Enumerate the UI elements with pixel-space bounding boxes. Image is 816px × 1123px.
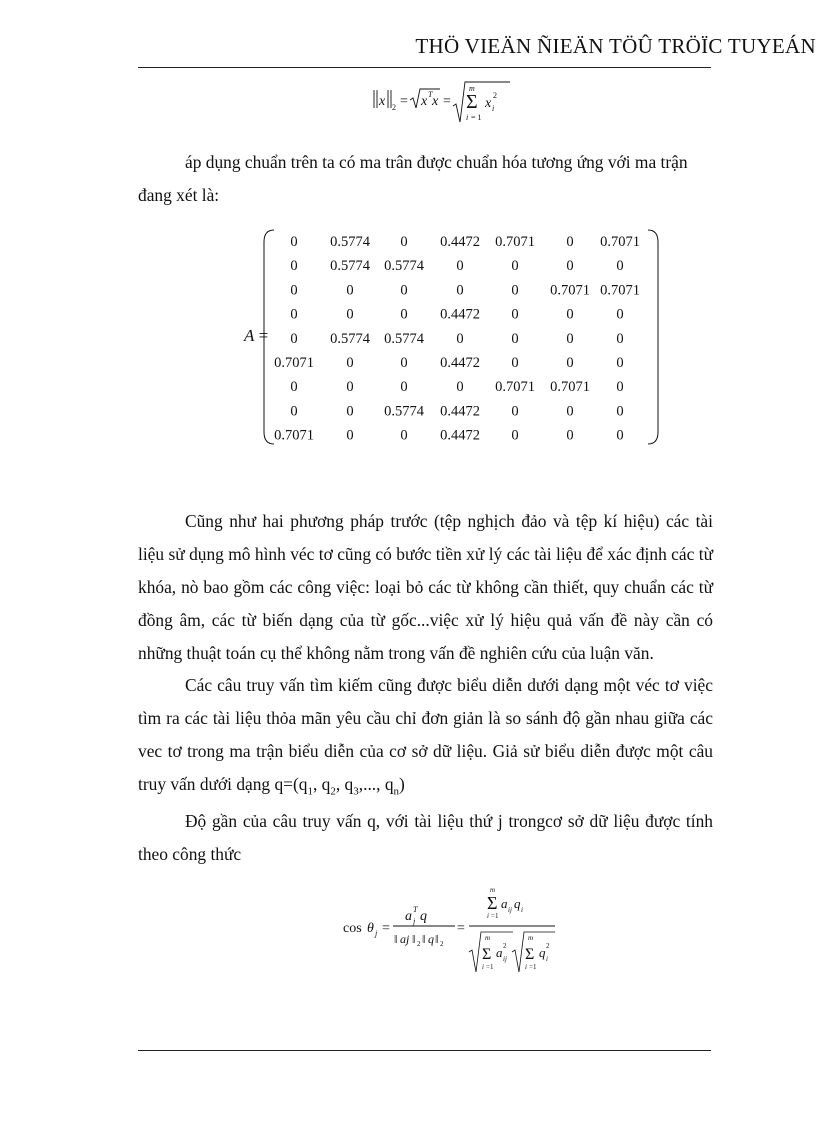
matrix-cell: 0.7071 bbox=[274, 427, 314, 444]
svg-text:m: m bbox=[469, 84, 475, 93]
matrix-cell: 0.4472 bbox=[440, 234, 480, 250]
matrix-cell: 0 bbox=[346, 379, 354, 396]
norm-formula bbox=[370, 78, 520, 128]
matrix-cell: 0.5774 bbox=[384, 330, 424, 347]
paragraph-query bbox=[138, 669, 713, 808]
svg-text:i: i bbox=[525, 963, 527, 971]
svg-text:x: x bbox=[421, 94, 428, 109]
query-vector: $q=(q_1$, $q_2$, $q_3$,..., $q_n$) bbox=[274, 774, 405, 798]
svg-text:=1: =1 bbox=[529, 963, 537, 971]
matrix-cell: 0 bbox=[511, 403, 519, 420]
matrix-cell: 0 bbox=[616, 403, 624, 420]
matrix-cell: 0 bbox=[346, 355, 354, 371]
matrix-cell: 0 bbox=[400, 282, 408, 299]
svg-text:i: i bbox=[492, 104, 495, 113]
svg-text:a: a bbox=[501, 896, 508, 911]
matrix-cell: 0 bbox=[566, 403, 574, 420]
matrix-cell: 0 bbox=[400, 427, 408, 444]
matrix-cell: 0.5774 bbox=[384, 403, 424, 420]
svg-text:j: j bbox=[375, 929, 378, 938]
matrix-grid bbox=[262, 226, 662, 448]
matrix-cell: 0.5774 bbox=[330, 258, 370, 275]
matrix-cell: 0 bbox=[400, 306, 408, 323]
svg-text:i: i bbox=[482, 963, 484, 971]
svg-text:=: = bbox=[400, 94, 408, 109]
svg-text:2: 2 bbox=[546, 942, 550, 950]
matrix-cell: 0 bbox=[346, 306, 354, 323]
svg-text:q: q bbox=[420, 909, 427, 924]
svg-text:x: x bbox=[432, 94, 439, 109]
svg-text:=: = bbox=[443, 94, 451, 109]
matrix-cell: 0 bbox=[566, 234, 574, 250]
svg-text:i: i bbox=[487, 912, 489, 920]
matrix-cell: 0 bbox=[290, 330, 298, 347]
matrix-cell: 0.4472 bbox=[440, 403, 480, 420]
matrix-cell: 0.7071 bbox=[550, 282, 590, 299]
svg-text:=1: =1 bbox=[486, 963, 494, 971]
matrix-cell: 0 bbox=[456, 282, 464, 299]
matrix-cell: 0 bbox=[616, 355, 624, 371]
matrix-cell: 0 bbox=[511, 330, 519, 347]
matrix-cell: 0 bbox=[456, 379, 464, 396]
matrix-cell: 0.7071 bbox=[600, 234, 640, 250]
svg-text:‖: ‖ bbox=[394, 932, 398, 946]
matrix-cell: 0 bbox=[346, 282, 354, 299]
svg-text:i: i bbox=[546, 955, 548, 963]
svg-text:2: 2 bbox=[503, 942, 507, 950]
svg-text:aj: aj bbox=[400, 932, 410, 946]
matrix-cell: 0 bbox=[346, 403, 354, 420]
svg-text:2: 2 bbox=[392, 103, 396, 112]
paragraph-preprocessing-text: Cũng như hai phương pháp trước (tệp nghịch đảo và tệp kí hiệu) các tài liệu sử dụng mô hình véc tơ cũng có bước tiền xử lý các tài liệu để xác định các từ khóa, nò bao gồm các công việc: loại bỏ các từ không cần thiết, quy chuẩn các từ đồng âm, các từ biến dạng của từ gốc...việc xử lý hiệu quả vấn đề này cần có những thuật toán cụ thể không nằm trong vấn đề nghiên cứu của luận văn. bbox=[138, 511, 713, 663]
svg-text:‖: ‖ bbox=[435, 932, 439, 946]
paragraph-intro bbox=[138, 146, 713, 212]
svg-text:Σ: Σ bbox=[466, 91, 478, 113]
svg-text:= 1: = 1 bbox=[471, 113, 482, 122]
matrix-cell: 0 bbox=[616, 306, 624, 323]
matrix-A bbox=[240, 226, 660, 448]
svg-text:i: i bbox=[521, 906, 523, 914]
svg-text:ij: ij bbox=[508, 906, 512, 914]
svg-text:θ: θ bbox=[367, 921, 374, 936]
matrix-cell: 0 bbox=[566, 258, 574, 275]
matrix-cell: 0 bbox=[616, 330, 624, 347]
matrix-cell: 0 bbox=[456, 258, 464, 275]
svg-text:2: 2 bbox=[417, 940, 421, 948]
svg-text:x: x bbox=[379, 94, 386, 109]
svg-text:‖: ‖ bbox=[422, 932, 426, 946]
matrix-cell: 0.7071 bbox=[495, 379, 535, 396]
svg-text:m: m bbox=[490, 886, 496, 894]
matrix-cell: 0 bbox=[290, 306, 298, 323]
svg-text:j: j bbox=[413, 917, 416, 926]
svg-text:2: 2 bbox=[493, 91, 497, 100]
matrix-cell: 0.5774 bbox=[384, 258, 424, 275]
svg-text:=: = bbox=[457, 921, 465, 936]
matrix-cell: 0.5774 bbox=[330, 330, 370, 347]
matrix-cell: 0 bbox=[511, 427, 519, 444]
paragraph-intro-line2: đang xét là: bbox=[138, 185, 220, 205]
cosine-formula bbox=[343, 880, 563, 980]
svg-text:Σ: Σ bbox=[482, 946, 492, 963]
matrix-cell: 0 bbox=[511, 355, 519, 371]
matrix-cell: 0 bbox=[616, 379, 624, 396]
paragraph-preprocessing bbox=[138, 505, 713, 670]
paragraph-similarity bbox=[138, 805, 713, 871]
header-title: THÖ VIEÄN ÑIEÄN TÖÛ TRÖÏC TUYEÁN bbox=[415, 34, 816, 58]
matrix-cell: 0 bbox=[566, 306, 574, 323]
svg-text:Σ: Σ bbox=[525, 946, 535, 963]
matrix-cell: 0 bbox=[290, 379, 298, 396]
svg-text:2: 2 bbox=[440, 940, 444, 948]
matrix-cell: 0 bbox=[290, 282, 298, 299]
svg-text:=: = bbox=[382, 921, 390, 936]
svg-text:cos: cos bbox=[343, 921, 362, 936]
matrix-cell: 0 bbox=[290, 403, 298, 420]
matrix-cell: 0 bbox=[566, 355, 574, 371]
svg-text:i: i bbox=[466, 113, 469, 122]
matrix-cell: 0.7071 bbox=[550, 379, 590, 396]
matrix-cell: 0 bbox=[616, 427, 624, 444]
svg-text:T: T bbox=[413, 905, 418, 914]
svg-text:T: T bbox=[428, 90, 433, 99]
svg-text:ij: ij bbox=[503, 955, 507, 963]
matrix-label: A = bbox=[244, 326, 269, 345]
svg-text:a: a bbox=[405, 909, 412, 924]
matrix-cell: 0 bbox=[566, 427, 574, 444]
matrix-cell: 0.7071 bbox=[495, 234, 535, 250]
paragraph-intro-line1: áp dụng chuẩn trên ta có ma trân được chuẩn hóa tương ứng với ma trận bbox=[185, 152, 688, 172]
svg-text:q: q bbox=[539, 945, 546, 960]
matrix-cell: 0 bbox=[511, 306, 519, 323]
matrix-cell: 0 bbox=[346, 427, 354, 444]
matrix-cell: 0 bbox=[400, 379, 408, 396]
svg-text:x: x bbox=[485, 96, 492, 111]
svg-text:m: m bbox=[528, 934, 534, 942]
paragraph-similarity-text: Độ gần của câu truy vấn q, với tài liệu thứ j trongcơ sở dữ liệu được tính theo công thức bbox=[138, 811, 713, 864]
matrix-cell: 0.7071 bbox=[274, 355, 314, 371]
matrix-cell: 0 bbox=[511, 258, 519, 275]
matrix-cell: 0 bbox=[616, 258, 624, 275]
matrix-cell: 0.4472 bbox=[440, 427, 480, 444]
svg-text:m: m bbox=[485, 934, 491, 942]
header-rule bbox=[138, 67, 711, 68]
matrix-cell: 0.7071 bbox=[600, 282, 640, 299]
matrix-cell: 0.4472 bbox=[440, 355, 480, 371]
matrix-cell: 0 bbox=[456, 330, 464, 347]
matrix-cell: 0.5774 bbox=[330, 234, 370, 250]
paragraph-query-text: Các câu truy vấn tìm kiếm cũng được biểu diễn dưới dạng một véc tơ việc tìm ra các tài liệu thỏa mãn yêu cầu chỉ đơn giản là so sánh độ gần nhau giữa các vec tơ trong ma trận biểu diễn của cơ sở dữ liệu. Giả sử biểu diễn được một câu truy vấn dưới dạng bbox=[138, 675, 713, 794]
footer-rule bbox=[138, 1050, 711, 1051]
svg-text:q: q bbox=[514, 896, 521, 911]
matrix-cell: 0 bbox=[400, 355, 408, 371]
matrix-cell: 0 bbox=[290, 258, 298, 275]
svg-text:Σ: Σ bbox=[487, 893, 498, 913]
matrix-cell: 0 bbox=[511, 282, 519, 299]
matrix-cell: 0 bbox=[566, 330, 574, 347]
matrix-cell: 0 bbox=[400, 234, 408, 250]
svg-text:q: q bbox=[428, 932, 434, 946]
svg-text:=1: =1 bbox=[491, 912, 499, 920]
svg-text:a: a bbox=[496, 945, 503, 960]
svg-text:‖: ‖ bbox=[412, 932, 416, 946]
matrix-cell: 0 bbox=[290, 234, 298, 250]
matrix-cell: 0.4472 bbox=[440, 306, 480, 323]
